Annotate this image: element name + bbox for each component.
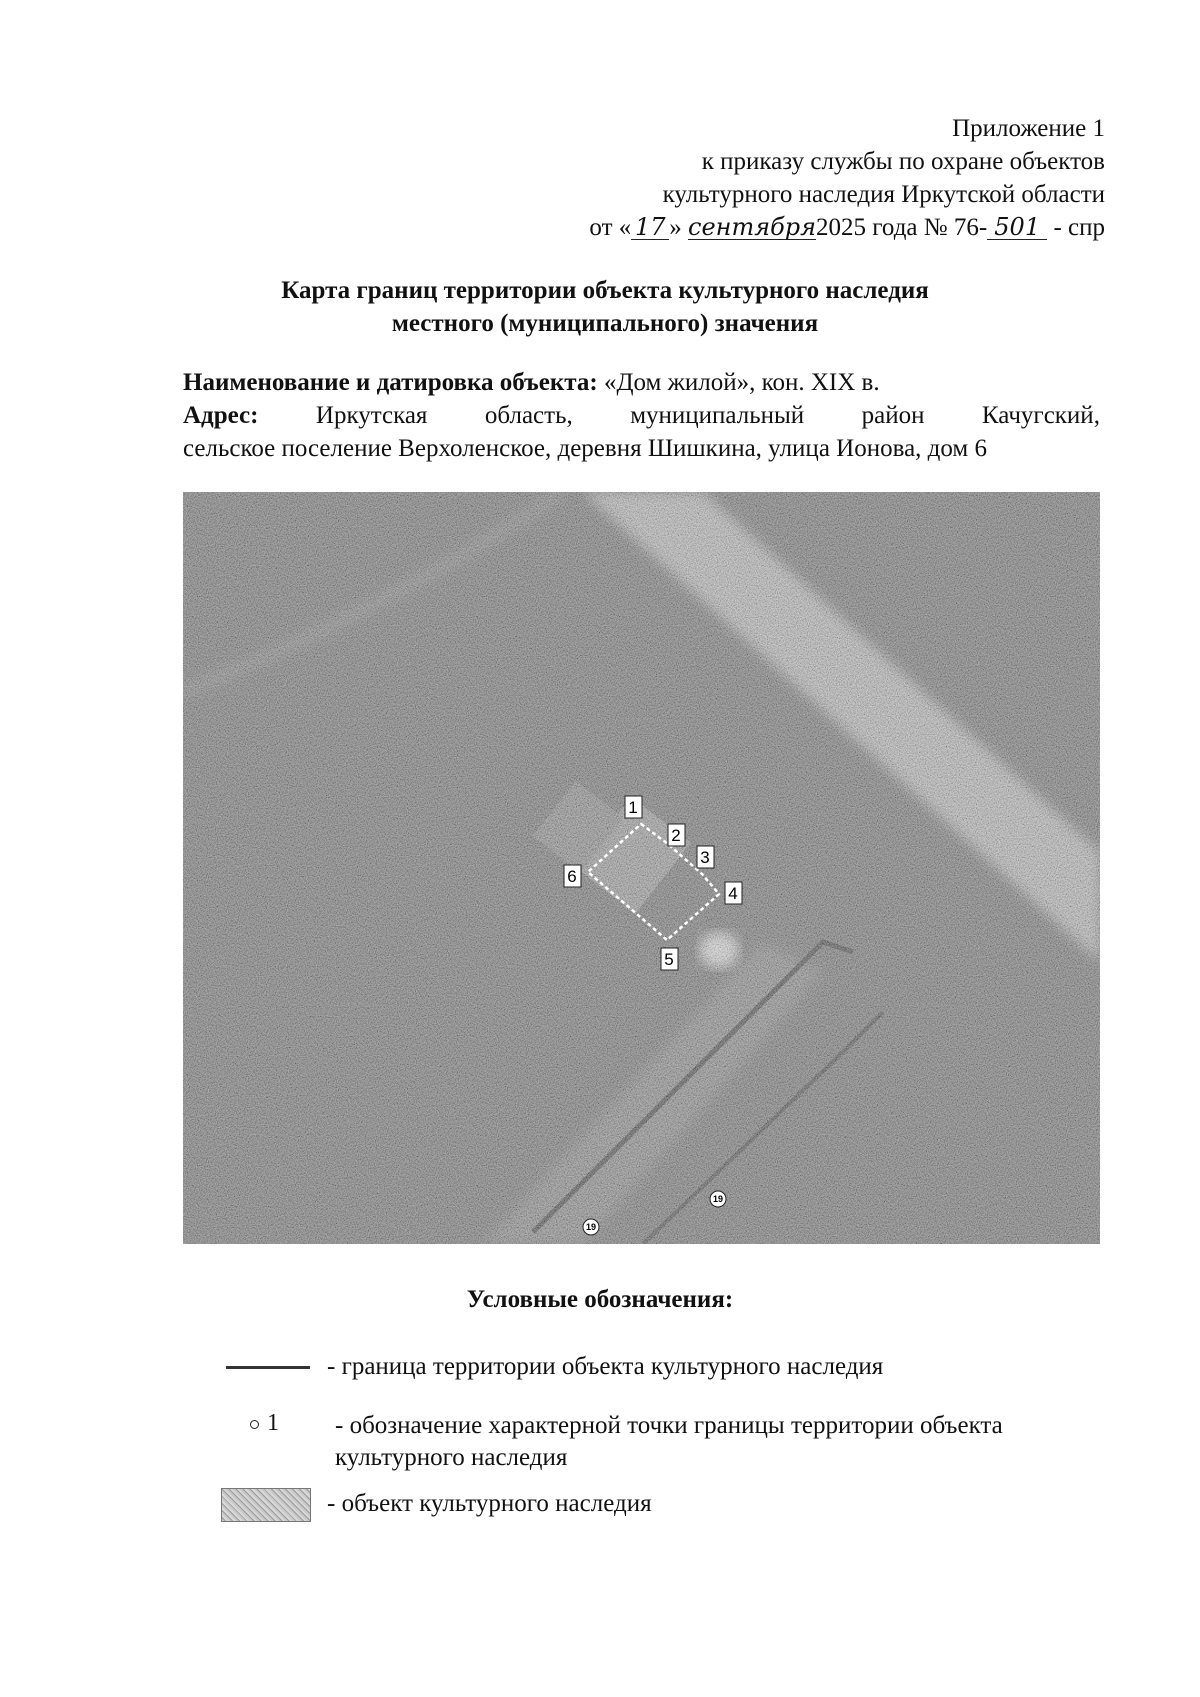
point-1-label: 1: [628, 798, 638, 817]
point-4-label: 4: [728, 884, 738, 903]
point-3-label: 3: [700, 848, 710, 867]
appendix-line-3: культурного наследия Иркутской области: [662, 181, 1105, 208]
address-label: Адрес:: [183, 402, 259, 429]
point-circle-icon: [250, 1420, 259, 1429]
handwritten-order-number: 501: [987, 215, 1047, 240]
point-5: [661, 948, 678, 970]
road-marker-label: 19: [712, 1194, 724, 1204]
address-word: Иркутская: [315, 402, 428, 429]
legend-point-text-line-1: - обозначение характерной точки границы территории объекта: [335, 1412, 1003, 1439]
legend-boundary-text: - граница территории объекта культурного наследия: [327, 1353, 884, 1380]
date-prefix: от «: [589, 214, 632, 241]
legend-point-number: 1: [267, 1410, 279, 1436]
appendix-line-2: к приказу службы по охране объектов: [701, 148, 1105, 175]
legend-point-symbol: [250, 1410, 279, 1437]
legend-point-text-line-2: культурного наследия: [335, 1444, 568, 1471]
point-5-label: 5: [664, 950, 674, 969]
title-line-2: местного (муниципального) значения: [391, 310, 819, 337]
imagery-noise: [183, 492, 1100, 1244]
address-word: Качугский,: [981, 402, 1100, 429]
point-6-label: 6: [567, 867, 577, 886]
point-3: [697, 846, 714, 868]
order-suffix: - спр: [1053, 214, 1105, 241]
appendix-header: [589, 112, 1105, 244]
object-name-value: «Дом жилой», кон. XIX в.: [603, 369, 880, 396]
legend-point-text: [335, 1410, 1003, 1474]
object-info: [183, 366, 1100, 465]
road-marker-label: 19: [585, 1222, 597, 1232]
point-2: [668, 824, 685, 846]
title-line-1: Карта границ территории объекта культурного наследия: [281, 277, 929, 304]
order-date-line: [589, 211, 1105, 244]
object-name-label: Наименование и датировка объекта:: [183, 369, 598, 396]
legend-boundary-symbol: [226, 1366, 310, 1369]
address-word: муниципальный: [630, 402, 805, 429]
legend-title: Условные обозначения:: [466, 1286, 734, 1313]
address-row: [183, 399, 1100, 432]
road-marker: [710, 1191, 726, 1207]
handwritten-day: 17: [631, 215, 669, 240]
date-mid: »: [669, 214, 682, 241]
appendix-line-1: Приложение 1: [952, 115, 1105, 142]
address-word: район: [861, 402, 925, 429]
point-2-label: 2: [671, 826, 681, 845]
address-line-2: сельское поселение Верхоленское, деревня Шишкина, улица Ионова, дом 6: [183, 435, 987, 462]
point-1: [625, 796, 642, 818]
address-word: область,: [484, 402, 573, 429]
legend-object-swatch: [221, 1488, 311, 1522]
point-6: [564, 865, 581, 887]
legend-object-text: - объект культурного наследия: [327, 1490, 652, 1517]
road-marker: [583, 1219, 599, 1235]
date-year-text: 2025 года № 76-: [816, 214, 988, 241]
satellite-map: [183, 492, 1100, 1244]
point-4: [725, 882, 742, 904]
object-name-row: [183, 366, 1100, 399]
document-title: [170, 274, 1040, 340]
handwritten-month: сентября: [688, 213, 817, 241]
